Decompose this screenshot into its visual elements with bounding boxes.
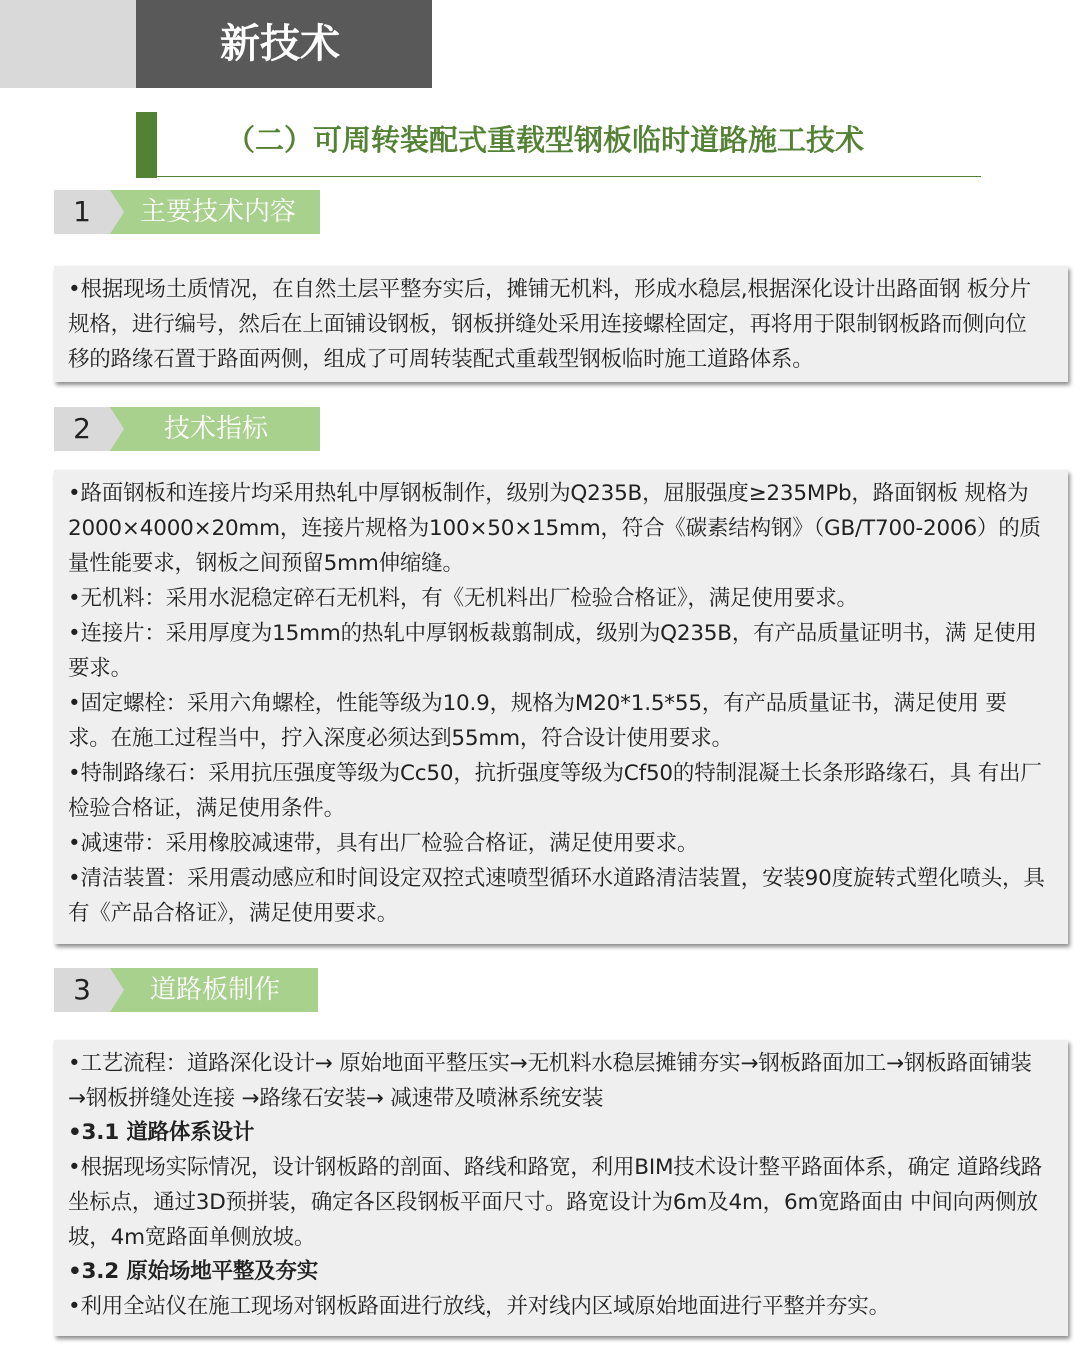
- section-3-paragraph: •根据现场实际情况，设计钢板路的剖面、路线和路宽，利用BIM技术设计整平路面体系，确定 道路线路坐标点，通过3D预拼装，确定各区段钢板平面尺寸。路宽设计为6m及4m，6m宽路面由 中间向两侧放坡，4m宽路面单侧放坡。: [68, 1155, 1043, 1250]
- section-1-content: [54, 266, 1068, 382]
- section-2-paragraph: •无机料：采用水泥稳定碎石无机料，有《无机料出厂检验合格证》，满足使用要求。: [68, 586, 858, 611]
- main-title: （二）可周转装配式重载型钢板临时道路施工技术: [226, 123, 865, 157]
- section-3-paragraph: •工艺流程：道路深化设计→ 原始地面平整压实→无机料水稳层摊铺夯实→钢板路面加工→钢板路面铺装 →钢板拼缝处连接 →路缘石安装→ 减速带及喷淋系统安装: [68, 1051, 1032, 1111]
- section-3-number: 3: [54, 968, 110, 1012]
- section-3-subheading: •3.2 原始场地平整及夯实: [68, 1259, 319, 1284]
- section-2-arrow: [110, 407, 124, 451]
- title-accent-bar: [136, 112, 157, 178]
- section-2-paragraph: •清洁装置：采用震动感应和时间设定双控式速喷型循环水道路清洁装置，安装90度旋转式塑化喷头，具有《产品合格证》，满足使用要求。: [68, 866, 1045, 926]
- section-2-paragraph: •减速带：采用橡胶减速带，具有出厂检验合格证，满足使用要求。: [68, 831, 699, 856]
- section-1-paragraph: •根据现场土质情况，在自然土层平整夯实后，摊铺无机料，形成水稳层,根据深化设计出路面钢 板分片规格，进行编号，然后在上面铺设钢板，钢板拼缝处采用连接螺栓固定，再将用于限制钢板路而侧向位移的路缘石置于路面两侧，组成了可周转装配式重载型钢板临时施工道路体系。: [68, 277, 1031, 372]
- section-3-label: 道路板制作: [110, 968, 318, 1012]
- section-3-paragraph: •利用全站仪在施工现场对钢板路面进行放线，并对线内区域原始地面进行平整并夯实。: [68, 1294, 890, 1319]
- section-1-number: 1: [54, 190, 110, 234]
- section-3-content: [54, 1040, 1068, 1336]
- title-underline: [157, 176, 981, 177]
- section-1-label: 主要技术内容: [110, 190, 320, 234]
- section-3-arrow: [110, 968, 124, 1012]
- section-2-number: 2: [54, 407, 110, 451]
- header-left-block: [0, 0, 136, 88]
- section-2-paragraph: •连接片：采用厚度为15mm的热轧中厚钢板裁翦制成，级别为Q235B，有产品质量证明书，满 足使用要求。: [68, 621, 1037, 681]
- section-2-label: 技术指标: [110, 407, 320, 451]
- header-title: 新技术: [136, 0, 432, 88]
- section-3-subheading: •3.1 道路体系设计: [68, 1120, 255, 1145]
- section-2-content: [54, 470, 1068, 944]
- section-2-paragraph: •路面钢板和连接片均采用热轧中厚钢板制作，级别为Q235B，屈服强度≥235MPb，路面钢板 规格为2000×4000×20mm，连接片规格为100×50×15mm，符合《碳素结构钢》（GB/T700-2006）的质量性能要求，钢板之间预留5mm伸缩缝。: [68, 481, 1041, 576]
- section-2-paragraph: •固定螺栓：采用六角螺栓，性能等级为10.9，规格为M20*1.5*55，有产品质量证书，满足使用 要求。在施工过程当中，拧入深度必须达到55mm，符合设计使用要求。: [68, 691, 1007, 751]
- section-2-paragraph: •特制路缘石：采用抗压强度等级为Cc50，抗折强度等级为Cf50的特制混凝土长条形路缘石，具 有出厂检验合格证，满足使用条件。: [68, 761, 1042, 821]
- section-1-arrow: [110, 190, 124, 234]
